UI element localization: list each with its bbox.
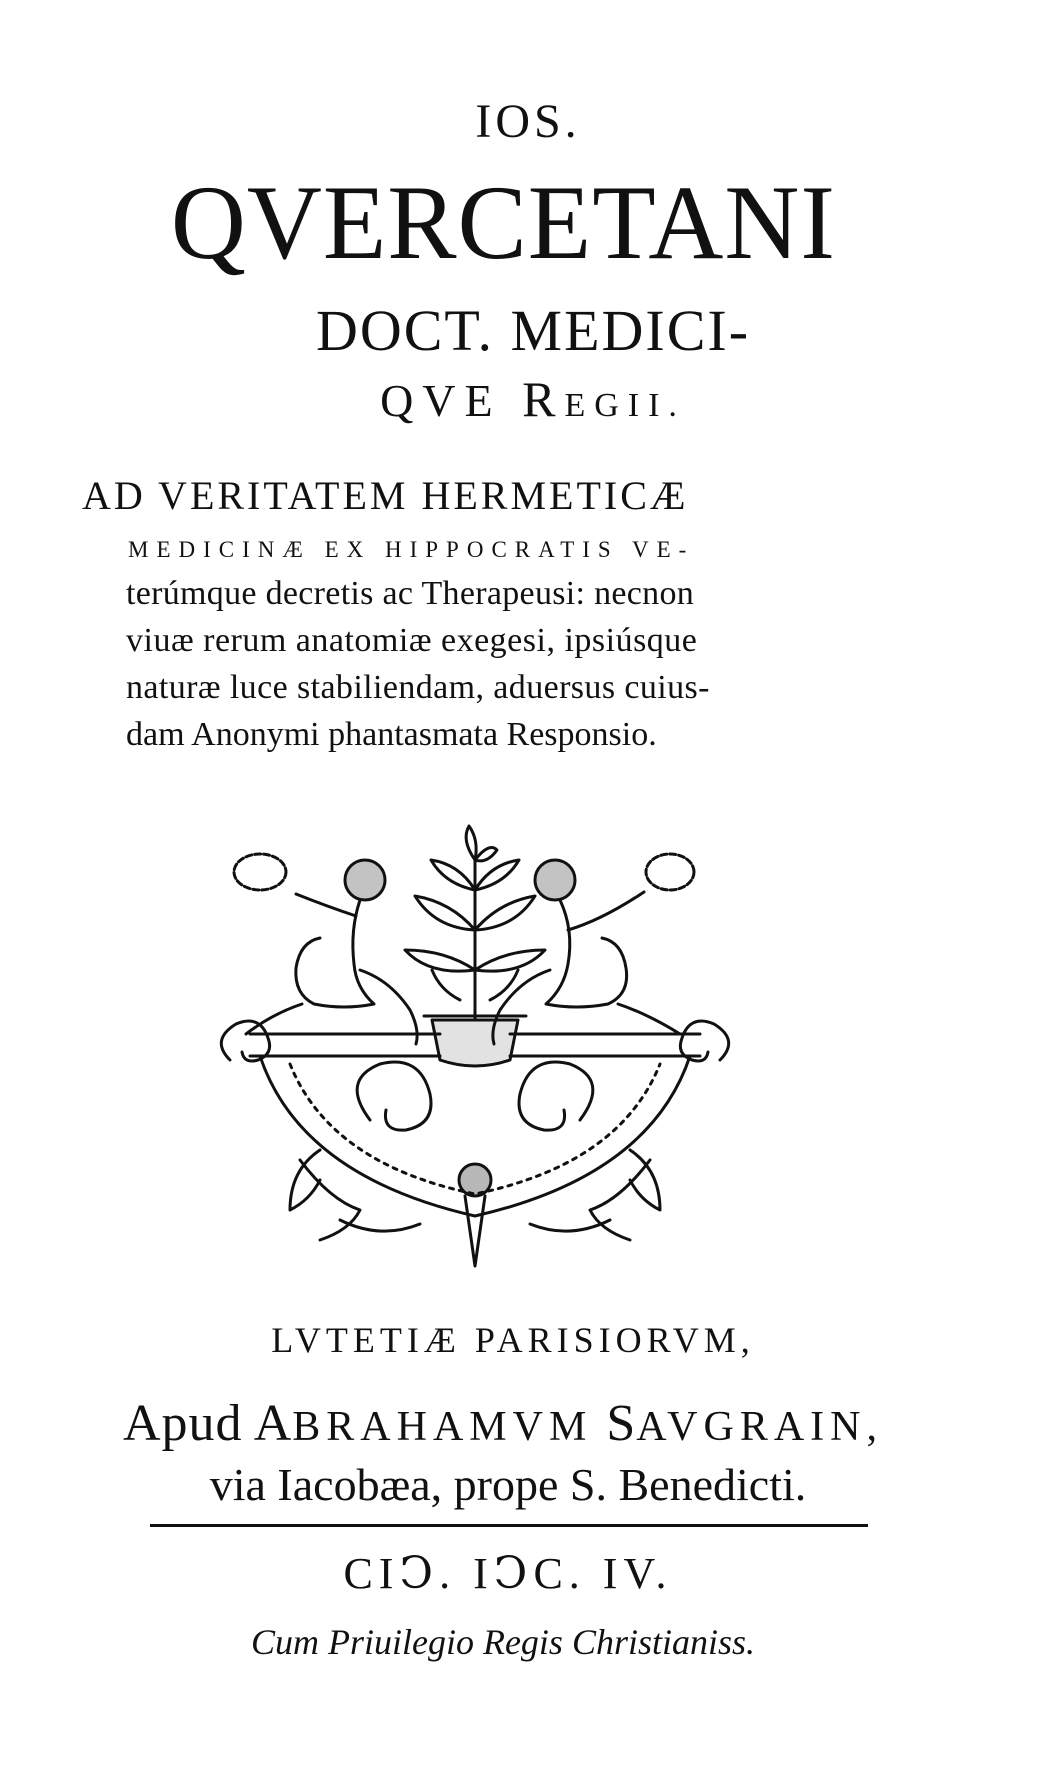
que-prefix: QVE bbox=[380, 375, 502, 426]
printer-last-rest: AVGRAIN, bbox=[636, 1404, 883, 1450]
regii-initial: R bbox=[522, 371, 565, 427]
printer-first-initial: A bbox=[253, 1395, 293, 1452]
work-title-line3: terúmque decretis ac Therapeusi: necnon bbox=[126, 575, 695, 612]
author-title-line1: DOCT. MEDICI- bbox=[315, 298, 751, 363]
regii-rest: EGII. bbox=[564, 387, 686, 424]
work-title-line2: MEDICINÆ EX HIPPOCRATIS VE- bbox=[128, 537, 695, 562]
work-title-line6: dam Anonymi phantasmata Responsio. bbox=[126, 716, 657, 753]
author-title-line2 bbox=[0, 371, 1046, 427]
printer-first-rest: BRAHAMVM bbox=[292, 1404, 593, 1450]
imprint-address: via Iacobæa, prope S. Benedicti. bbox=[209, 1459, 807, 1510]
work-title-line5: naturæ luce stabiliendam, aduersus cuius- bbox=[126, 669, 710, 706]
author-name: QVERCETANI bbox=[170, 164, 836, 281]
printers-device-putti-ornament-icon bbox=[210, 820, 740, 1280]
imprint-printer bbox=[0, 1395, 1046, 1452]
imprint-year: CIↃ. IↃC. IV. bbox=[343, 1549, 673, 1598]
work-title-line4: viuæ rerum anatomiæ exegesi, ipsiúsque bbox=[126, 622, 698, 659]
printer-last-initial: S bbox=[606, 1395, 637, 1452]
author-praenomen: IOS. bbox=[475, 95, 581, 148]
imprint-place: LVTETIÆ PARISIORVM, bbox=[271, 1320, 755, 1360]
horizontal-rule bbox=[150, 1524, 868, 1527]
work-title bbox=[82, 473, 882, 753]
privilege-statement: Cum Priuilegio Regis Christianiss. bbox=[250, 1622, 756, 1662]
imprint-apud: Apud bbox=[123, 1395, 243, 1452]
work-title-line1: AD VERITATEM HERMETICÆ bbox=[82, 473, 689, 518]
